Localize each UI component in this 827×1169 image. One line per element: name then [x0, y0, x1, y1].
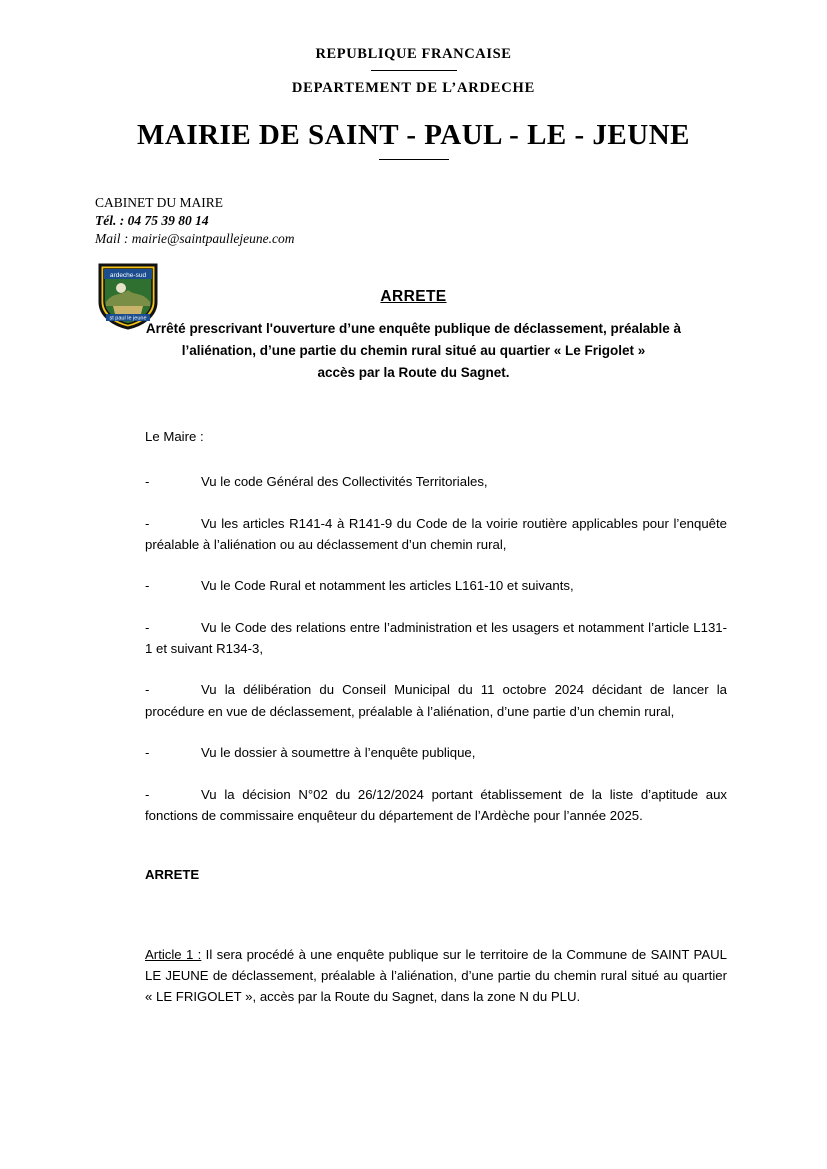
- considerant-text: Vu la décision N°02 du 26/12/2024 portant établissement de la liste d’aptitude aux fonctions de commissaire enquêteur du département de l’Ardèche pour l’année 2025.: [145, 786, 727, 823]
- decree-subtitle-line1: Arrêté prescrivant l'ouverture d’une enquête publique de déclassement, préalable à: [145, 321, 682, 337]
- coat-of-arms: [97, 262, 163, 332]
- considerant-item: [145, 617, 727, 660]
- considerant-text: Vu le dossier à soumettre à l’enquête publique,: [201, 745, 476, 761]
- article-1-text: Il sera procédé à une enquête publique sur le territoire de la Commune de SAINT PAUL LE JEUNE de déclassement, préalable à l’aliénation, d’une partie du chemin rural situé au quartier « LE FRIGOLET », accès par la Route du Sagnet, dans la zone N du PLU.: [145, 946, 727, 1005]
- page-title: MAIRIE DE SAINT - PAUL - LE - JEUNE: [137, 119, 690, 151]
- list-dash: -: [145, 786, 150, 802]
- list-dash: -: [145, 474, 150, 490]
- considerant-text: Vu le code Général des Collectivités Territoriales,: [201, 474, 488, 490]
- list-dash: -: [145, 682, 150, 698]
- decree-heading-block: [95, 288, 732, 384]
- svg-text:ardeche-sud: ardeche-sud: [109, 272, 147, 280]
- considerant-item: [145, 575, 727, 596]
- republic-heading: REPUBLIQUE FRANCAISE: [315, 46, 512, 62]
- email-label: Mail : mairie@saintpaullejeune.com: [95, 231, 295, 247]
- considerant-item: [145, 471, 727, 492]
- document-header: [95, 46, 732, 160]
- crest-icon: [97, 262, 159, 330]
- considerant-text: Vu les articles R141-4 à R141-9 du Code de la voirie routière applicables pour l’enquête préalable à l’aliénation ou au déclassement d’un chemin rural,: [145, 515, 727, 552]
- considerant-item: [145, 742, 727, 763]
- decree-subtitle-line2: l’aliénation, d’une partie du chemin rural situé au quartier « Le Frigolet »: [181, 343, 646, 359]
- department-heading: DEPARTEMENT DE L’ARDECHE: [291, 80, 536, 96]
- header-divider-2: [379, 159, 449, 160]
- office-label: CABINET DU MAIRE: [95, 195, 223, 210]
- considerant-text: Vu le Code des relations entre l’administration et les usagers et notamment l’article L131-1 et suivant R134-3,: [145, 619, 727, 657]
- considerant-item: [145, 784, 727, 827]
- list-dash: -: [145, 745, 150, 761]
- decree-heading: ARRETE: [380, 288, 447, 306]
- list-dash: -: [145, 515, 150, 531]
- body-lead: Le Maire :: [145, 428, 204, 444]
- considerant-item: [145, 679, 727, 722]
- document-body: [95, 426, 732, 1008]
- arrete-keyword: ARRETE: [145, 867, 200, 883]
- header-divider-1: [371, 70, 457, 71]
- decree-subtitle-line3: accès par la Route du Sagnet.: [317, 364, 510, 380]
- article-1: [145, 944, 727, 1008]
- considerant-item: [145, 513, 727, 556]
- decree-subtitle: [95, 315, 732, 384]
- list-dash: -: [145, 578, 150, 594]
- considerant-text: Vu le Code Rural et notamment les articles L161-10 et suivants,: [201, 578, 574, 594]
- article-1-label: Article 1 :: [145, 946, 202, 962]
- considerant-text: Vu la délibération du Conseil Municipal du 11 octobre 2024 décidant de lancer la procédure en vue de déclassement, préalable à l’aliénation, d’une partie d’un chemin rural,: [145, 682, 727, 719]
- svg-text:st paul le jeune: st paul le jeune: [109, 315, 147, 322]
- contact-block: [95, 194, 732, 248]
- list-dash: -: [145, 619, 150, 635]
- phone-label: Tél. : 04 75 39 80 14: [95, 213, 209, 229]
